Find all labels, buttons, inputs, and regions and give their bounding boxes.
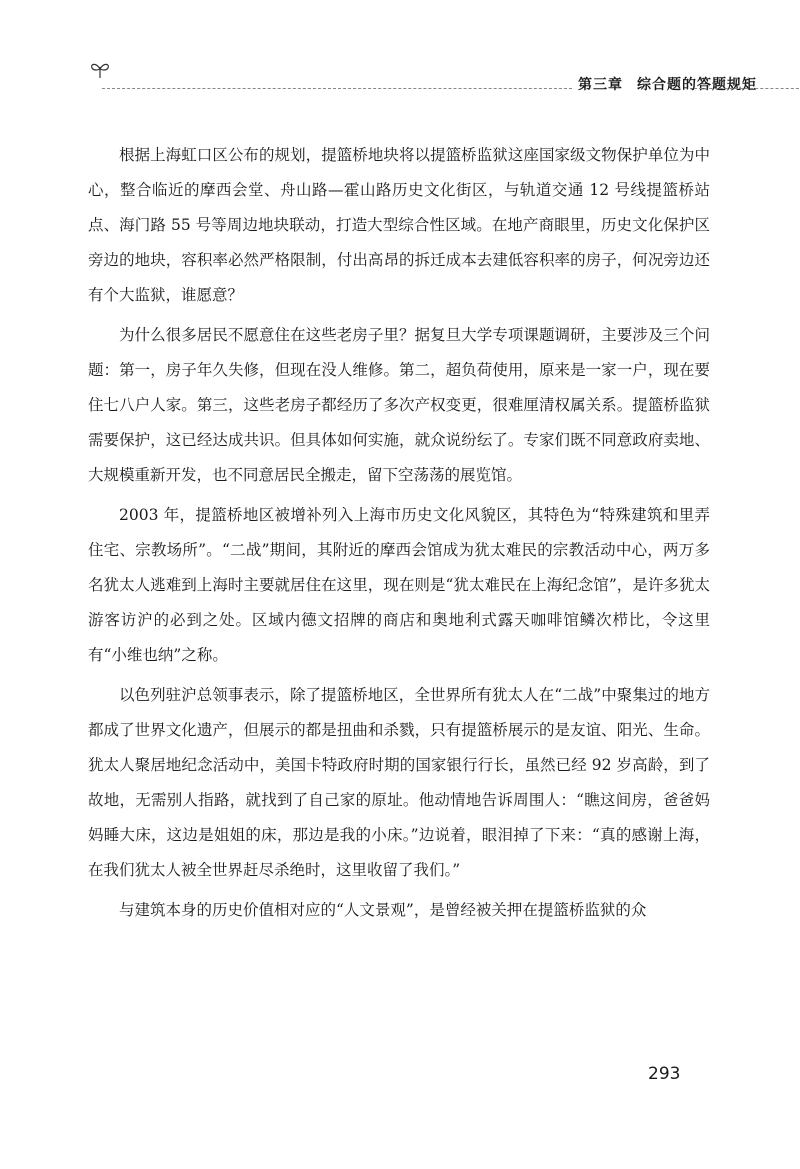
body-text <box>88 138 710 933</box>
chapter-title: 综合题的答题规矩 <box>637 77 757 93</box>
paragraph-3: 2003 年，提篮桥地区被增补列入上海市历史文化风貌区，其特色为“特殊建筑和里弄住宅、宗教场所”。“二战”期间，其附近的摩西会馆成为犹太难民的宗教活动中心，两万多名犹太人逃难到上海时主要就居住在这里，现在则是“犹太难民在上海纪念馆”，是许多犹太游客访沪的必到之处。区域内德文招牌的商店和奥地利式露天咖啡馆鳞次栉比，令这里有“小维也纳”之称。 <box>88 506 710 664</box>
page-number: 293 <box>648 1064 681 1084</box>
paragraph-1: 根据上海虹口区公布的规划，提篮桥地块将以提篮桥监狱这座国家级文物保护单位为中心，整合临近的摩西会堂、舟山路—霍山路历史文化街区，与轨道交通 12 号线提篮桥站点、海门路 55 号等周边地块联动，打造大型综合性区域。在地产商眼里，历史文化保护区旁边的地块，容积率必然严格限制，付出高昂的拆迁成本去建低容积率的房子，何况旁边还有个大监狱，谁愿意？ <box>88 146 710 304</box>
paragraph-5: 与建筑本身的历史价值相对应的“人文景观”，是曾经被关押在提篮桥监狱的众 <box>119 901 647 919</box>
paragraph-2: 为什么很多居民不愿意住在这些老房子里？据复旦大学专项课题调研，主要涉及三个问题：第一，房子年久失修，但现在没人维修。第二，超负荷使用，原来是一家一户，现在要住七八户人家。第三，这些老房子都经历了多次产权变更，很难厘清权属关系。提篮桥监狱需要保护，这已经达成共识。但具体如何实施，就众说纷纭了。专家们既不同意政府卖地、大规模重新开发，也不同意居民全搬走，留下空荡荡的展览馆。 <box>88 326 710 484</box>
header-rule-right <box>694 88 800 89</box>
paragraph-4: 以色列驻沪总领事表示，除了提篮桥地区，全世界所有犹太人在“二战”中聚集过的地方都成了世界文化遗产，但展示的都是扭曲和杀戮，只有提篮桥展示的是友谊、阳光、生命。犹太人聚居地纪念活动中，美国卡特政府时期的国家银行行长，虽然已经 92 岁高龄，到了故地，无需别人指路，就找到了自己家的原址。他动情地告诉周围人：“瞧这间房，爸爸妈妈睡大床，这边是姐姐的床，那边是我的小床。”边说着，眼泪掉了下来：“真的感谢上海，在我们犹太人被全世界赶尽杀绝时，这里收留了我们。” <box>88 686 710 879</box>
chapter-heading <box>578 74 798 94</box>
running-header <box>88 60 757 100</box>
header-rule-left <box>102 88 572 89</box>
sprout-logo-icon <box>88 60 112 80</box>
chapter-number: 第三章 <box>578 77 623 93</box>
